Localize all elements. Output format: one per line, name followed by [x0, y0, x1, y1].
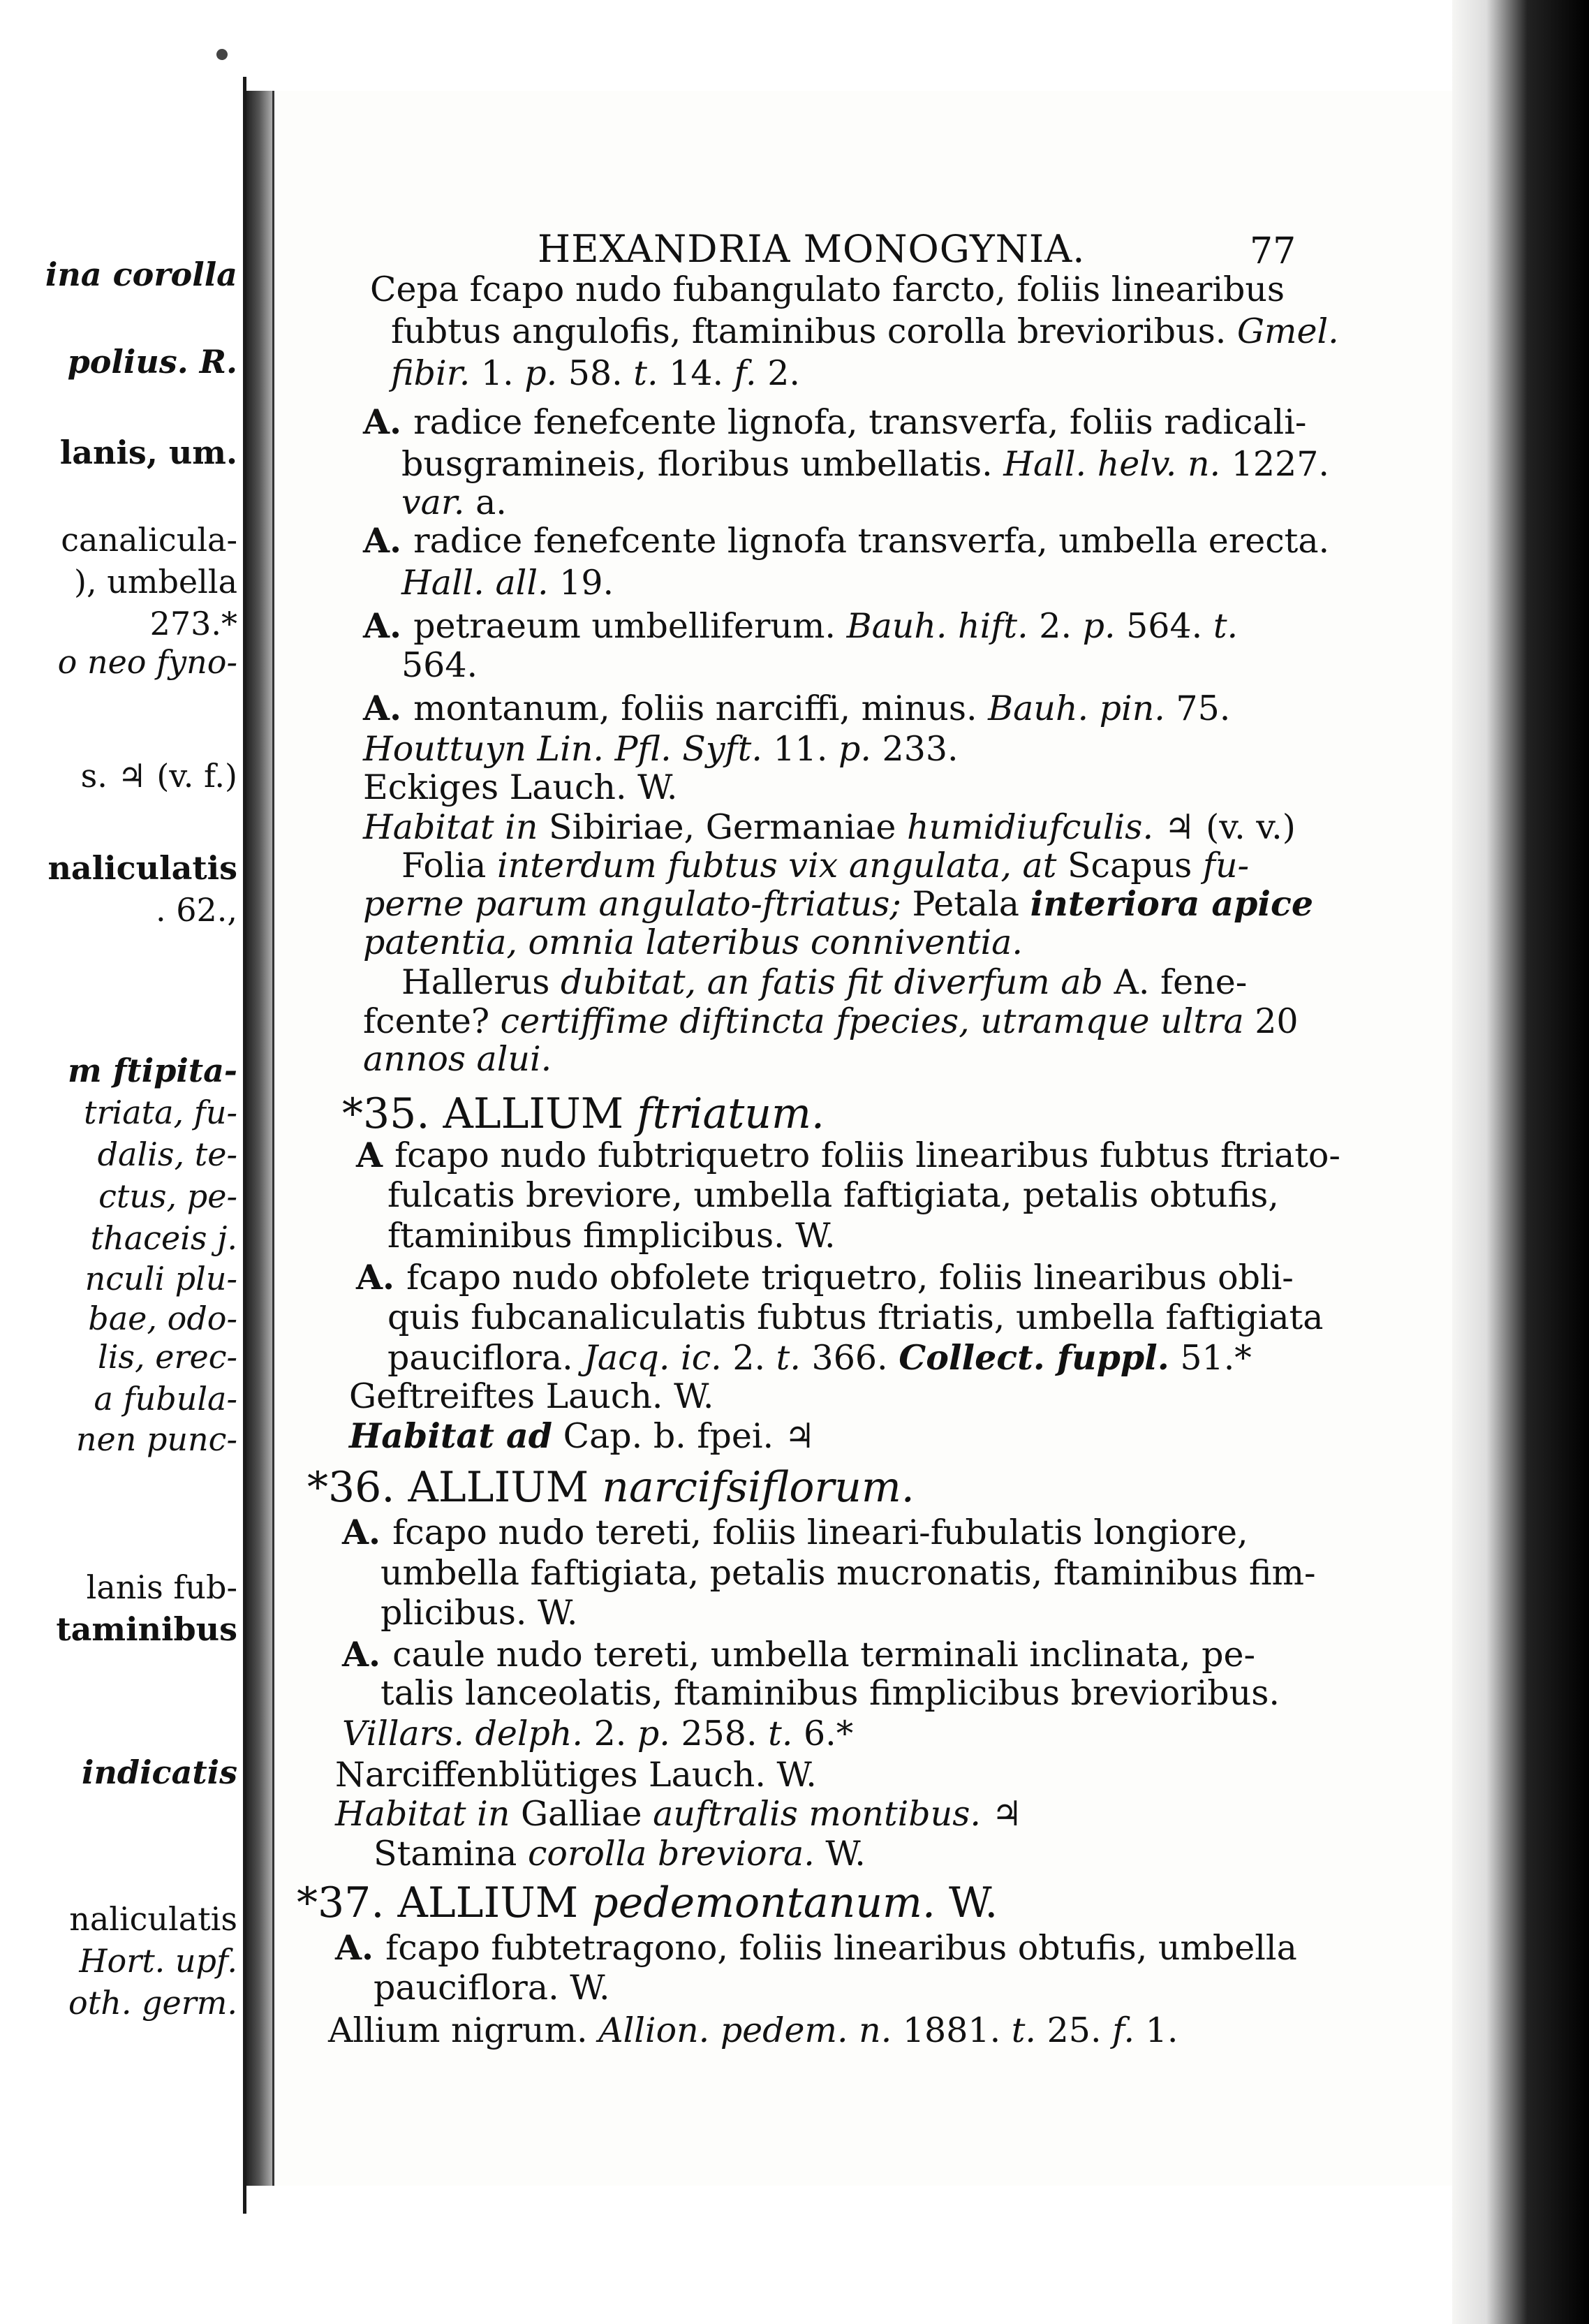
- text-run: dubitat, an fatis fit diverfum ab: [561, 962, 1103, 1002]
- text-run: fcente?: [363, 1001, 501, 1041]
- text-run: Petala: [901, 884, 1030, 924]
- text-run: 564.: [1115, 606, 1213, 646]
- text-run: fibir.: [391, 353, 481, 393]
- text-run: var.: [401, 483, 465, 522]
- text-run: fulcatis breviore, umbella faftigiata, petalis obtufis,: [387, 1175, 1279, 1215]
- text-run: 75.: [1165, 689, 1231, 728]
- text-run: A.: [363, 520, 414, 561]
- text-line: [356, 1257, 1294, 1297]
- text-line: [363, 807, 1296, 847]
- text-run: fubtus angulofis, ftaminibus corolla brevioribus.: [391, 311, 1237, 351]
- left-page-fragment: lis, erec-: [97, 1338, 237, 1376]
- text-run: quis fubcanaliculatis fubtus ftriatis, umbella faftigiata: [387, 1297, 1324, 1337]
- text-line: [363, 402, 1307, 442]
- text-run: 58.: [568, 353, 634, 393]
- text-run: Hall. all.: [401, 563, 549, 603]
- left-page-fragment: bae, odo-: [88, 1300, 237, 1337]
- text-run: W.: [814, 1834, 866, 1874]
- text-run: fcapo fubtetragono, foliis linearibus obtufis, umbella: [385, 1928, 1297, 1968]
- text-line: [401, 485, 507, 520]
- text-line: [328, 2010, 1178, 2050]
- text-run: fcapo nudo fubtriquetro foliis linearibus fubtus ftriato-: [394, 1135, 1340, 1175]
- text-run: Bauh. pin.: [988, 689, 1165, 728]
- text-line: [363, 688, 1231, 728]
- text-run: pedemontanum.: [591, 1878, 936, 1927]
- text-run: 2.: [767, 353, 800, 393]
- text-run: Allium nigrum.: [328, 2010, 599, 2050]
- text-run: Geftreiftes Lauch. W.: [349, 1376, 714, 1416]
- text-run: 2.: [721, 1338, 776, 1378]
- text-run: *37.: [297, 1878, 398, 1927]
- text-run: certiffime diftincta fpecies, utramque ultra: [500, 1001, 1244, 1041]
- text-line: [335, 1794, 1023, 1834]
- left-page-fragment: ina corolla: [45, 256, 237, 293]
- text-run: umbella faftigiata, petalis mucronatis, ftaminibus fim-: [380, 1553, 1316, 1593]
- left-page-fragment: thaceis j.: [90, 1219, 237, 1257]
- text-run: radice fenefcente lignofa transverfa, umbella erecta.: [413, 521, 1330, 561]
- text-run: pauciflora. W.: [374, 1968, 610, 2008]
- text-run: Eckiges Lauch. W.: [363, 767, 678, 807]
- text-run: patentia, omnia lateribus conniventia.: [363, 922, 1023, 962]
- text-run: Villars. delph.: [342, 1714, 584, 1753]
- text-run: Bauh. hift.: [846, 606, 1028, 646]
- text-line: [401, 563, 614, 603]
- text-run: A.: [335, 1927, 386, 1968]
- text-run: A.: [363, 688, 414, 728]
- text-run: fcapo nudo obfolete triquetro, foliis linearibus obli-: [406, 1258, 1294, 1297]
- text-run: 366.: [800, 1338, 899, 1378]
- text-run: Sibiriae, Germaniae: [548, 807, 907, 847]
- left-page-fragment: triata, fu-: [84, 1094, 237, 1131]
- text-run: Gmel.: [1236, 311, 1339, 351]
- text-line: [401, 444, 1329, 484]
- text-line: [380, 1673, 1280, 1713]
- text-run: W.: [935, 1878, 998, 1927]
- text-run: caule nudo tereti, umbella terminali inclinata, pe-: [392, 1635, 1256, 1675]
- text-line: [363, 1039, 552, 1079]
- text-run: [1012, 846, 1023, 885]
- left-page-fragment: naliculatis: [47, 849, 237, 887]
- text-line: [342, 1716, 853, 1751]
- text-run: fu-: [1202, 846, 1250, 885]
- left-page-fragment: taminibus: [56, 1610, 237, 1648]
- text-run: 2.: [1028, 606, 1083, 646]
- text-line: [387, 1337, 1252, 1378]
- text-run: Hallerus: [401, 962, 561, 1002]
- text-run: f.: [1112, 2010, 1135, 2050]
- text-run: pauciflora.: [387, 1338, 584, 1378]
- text-run: 564.: [401, 645, 478, 685]
- text-line: [349, 1376, 714, 1416]
- text-run: t.: [633, 353, 670, 393]
- left-page-fragment: m ftipita-: [68, 1052, 237, 1089]
- left-page-fragment: canalicula-: [61, 521, 237, 559]
- text-run: Narciffenblütiges Lauch. W.: [335, 1755, 817, 1795]
- text-line: [335, 1755, 817, 1795]
- text-run: Collect. fuppl.: [899, 1337, 1169, 1378]
- text-run: Hall. helv. n.: [1003, 444, 1221, 484]
- text-run: perne parum angulato-ftriatus;: [363, 884, 901, 924]
- text-line: [387, 1175, 1279, 1215]
- text-line: [401, 645, 478, 685]
- text-run: ♃: [980, 1794, 1023, 1834]
- left-page-fragment: 273.*: [149, 605, 237, 642]
- text-run: auftralis montibus.: [653, 1794, 981, 1834]
- text-run: Cap. b. fpei. ♃: [552, 1416, 815, 1456]
- text-line: [370, 272, 1285, 307]
- text-run: humidiufculis.: [906, 807, 1154, 847]
- text-run: Jacq. ic.: [584, 1338, 722, 1378]
- text-run: Houttuyn Lin. Pfl. Syft.: [363, 729, 762, 769]
- left-page-fragment: indicatis: [82, 1753, 237, 1791]
- text-run: t.: [776, 1338, 801, 1378]
- text-line: [401, 848, 1249, 883]
- text-run: A.: [342, 1512, 393, 1552]
- text-line: [380, 1553, 1316, 1593]
- text-run: ftriatum.: [637, 1089, 825, 1138]
- text-run: p.: [524, 353, 568, 393]
- text-run: Habitat in: [363, 807, 549, 847]
- text-line: [349, 1415, 815, 1456]
- left-page-fragment: s. ♃ (v. f.): [80, 757, 237, 795]
- page-number: 77: [1250, 230, 1296, 272]
- left-page: [0, 77, 246, 2214]
- text-run: talis lanceolatis, ftaminibus fimplicibus brevioribus.: [380, 1673, 1280, 1713]
- left-page-fragment: ), umbella: [74, 563, 237, 601]
- text-run: ♃ (v. v.): [1153, 807, 1296, 847]
- text-line: [363, 922, 1023, 962]
- text-line: [342, 1634, 1256, 1675]
- left-page-fragment: . 62.,: [155, 891, 237, 929]
- text-run: A.: [342, 1634, 393, 1675]
- left-page-fragment: lanis, um.: [59, 434, 237, 471]
- text-line: [342, 1512, 1248, 1552]
- text-run: t.: [1011, 2010, 1037, 2050]
- text-line: [374, 1834, 866, 1874]
- text-run: ftaminibus fimplicibus. W.: [387, 1216, 836, 1256]
- left-page-fragment: oth. germ.: [68, 1984, 237, 2022]
- text-line: [401, 962, 1248, 1002]
- text-run: interiora apice: [1030, 883, 1314, 924]
- text-run: 1.: [1135, 2010, 1178, 2050]
- text-run: *36.: [307, 1463, 408, 1512]
- text-run: A. fene-: [1102, 962, 1248, 1002]
- text-run: 233.: [871, 729, 959, 769]
- text-run: 1227.: [1220, 444, 1329, 484]
- text-line: [387, 1297, 1324, 1337]
- text-run: Habitat in: [335, 1794, 510, 1834]
- text-line: [356, 1135, 1340, 1175]
- text-run: ALLIUM: [397, 1878, 592, 1927]
- text-run: Scapus: [1056, 846, 1203, 885]
- text-run: p.: [637, 1714, 670, 1753]
- left-page-fragment: lanis fub-: [86, 1568, 237, 1606]
- text-run: 25.: [1036, 2010, 1113, 2050]
- text-run: montanum, foliis narciffi, minus.: [413, 689, 989, 728]
- left-page-fragment: naliculatis: [69, 1900, 237, 1938]
- text-run: a.: [464, 483, 507, 522]
- text-run: fcapo nudo tereti, foliis lineari-fubulatis longiore,: [392, 1513, 1248, 1552]
- text-run: A.: [363, 402, 414, 442]
- text-run: busgramineis, floribus umbellatis.: [401, 444, 1004, 484]
- text-run: at: [1022, 846, 1057, 885]
- text-run: f.: [734, 353, 768, 393]
- text-line: [391, 353, 800, 393]
- text-line: [363, 1001, 1299, 1041]
- text-run: Habitat ad: [349, 1415, 553, 1456]
- running-header: HEXANDRIA MONOGYNIA.: [538, 227, 1086, 271]
- text-run: Cepa fcapo nudo fubangulato farcto, foliis linearibus: [370, 270, 1285, 309]
- text-line: [342, 1089, 825, 1138]
- text-run: Galliae: [510, 1794, 653, 1834]
- text-run: Stamina: [374, 1834, 528, 1874]
- text-run: p.: [838, 729, 871, 769]
- text-run: 258.: [670, 1714, 769, 1753]
- text-line: [391, 311, 1339, 351]
- text-line: [374, 1968, 610, 2008]
- text-run: petraeum umbelliferum.: [413, 606, 847, 646]
- left-page-fragment: Hort. upf.: [79, 1942, 237, 1980]
- left-page-fragment: polius. R.: [67, 343, 237, 381]
- text-run: Allion. pedem. n.: [598, 2010, 892, 2050]
- text-run: A.: [356, 1257, 407, 1297]
- text-run: corolla breviora.: [527, 1834, 815, 1874]
- text-run: *35.: [342, 1089, 443, 1138]
- text-run: 11.: [762, 729, 838, 769]
- text-run: 6.*: [792, 1714, 854, 1753]
- text-run: ALLIUM: [443, 1089, 637, 1138]
- left-page-fragment: a fubula-: [94, 1380, 237, 1418]
- text-line: [387, 1216, 836, 1256]
- text-run: 1881.: [892, 2010, 1012, 2050]
- left-page-fragment: nculi plu-: [84, 1260, 237, 1297]
- text-line: [297, 1878, 998, 1927]
- text-run: 14.: [669, 353, 734, 393]
- book-gutter: [246, 91, 274, 2186]
- text-run: radice fenefcente lignofa, transverfa, foliis radicali-: [413, 402, 1307, 442]
- text-run: annos alui.: [363, 1039, 552, 1079]
- text-line: [363, 767, 678, 807]
- text-run: t.: [768, 1714, 793, 1753]
- text-run: 20: [1243, 1001, 1299, 1041]
- left-page-fragment: dalis, te-: [97, 1135, 237, 1173]
- text-run: p.: [1082, 606, 1116, 646]
- text-run: plicibus. W.: [380, 1593, 578, 1633]
- left-page-fragment: o neo fyno-: [57, 643, 237, 681]
- text-line: [363, 883, 1314, 924]
- text-line: [363, 520, 1330, 561]
- text-run: Folia: [401, 846, 497, 885]
- text-run: A: [356, 1135, 395, 1175]
- text-run: 19.: [548, 563, 614, 603]
- right-page-edge-shadow: [1452, 0, 1589, 2324]
- text-run: ALLIUM: [408, 1463, 603, 1512]
- text-line: [363, 605, 1239, 646]
- dust-speck: [214, 47, 230, 62]
- left-page-fragment: ctus, pe-: [98, 1177, 237, 1215]
- text-run: 2.: [583, 1714, 637, 1753]
- left-page-fragment: nen punc-: [75, 1420, 237, 1458]
- text-line: [307, 1463, 915, 1512]
- text-run: A.: [363, 605, 414, 646]
- text-run: 51.*: [1169, 1338, 1252, 1378]
- text-run: 1.: [480, 353, 525, 393]
- text-run: t.: [1213, 606, 1239, 646]
- text-run: narcifsiflorum.: [602, 1463, 915, 1512]
- text-line: [363, 729, 959, 769]
- text-line: [380, 1593, 578, 1633]
- text-line: [335, 1927, 1297, 1968]
- text-run: interdum fubtus vix angulata,: [496, 846, 1012, 885]
